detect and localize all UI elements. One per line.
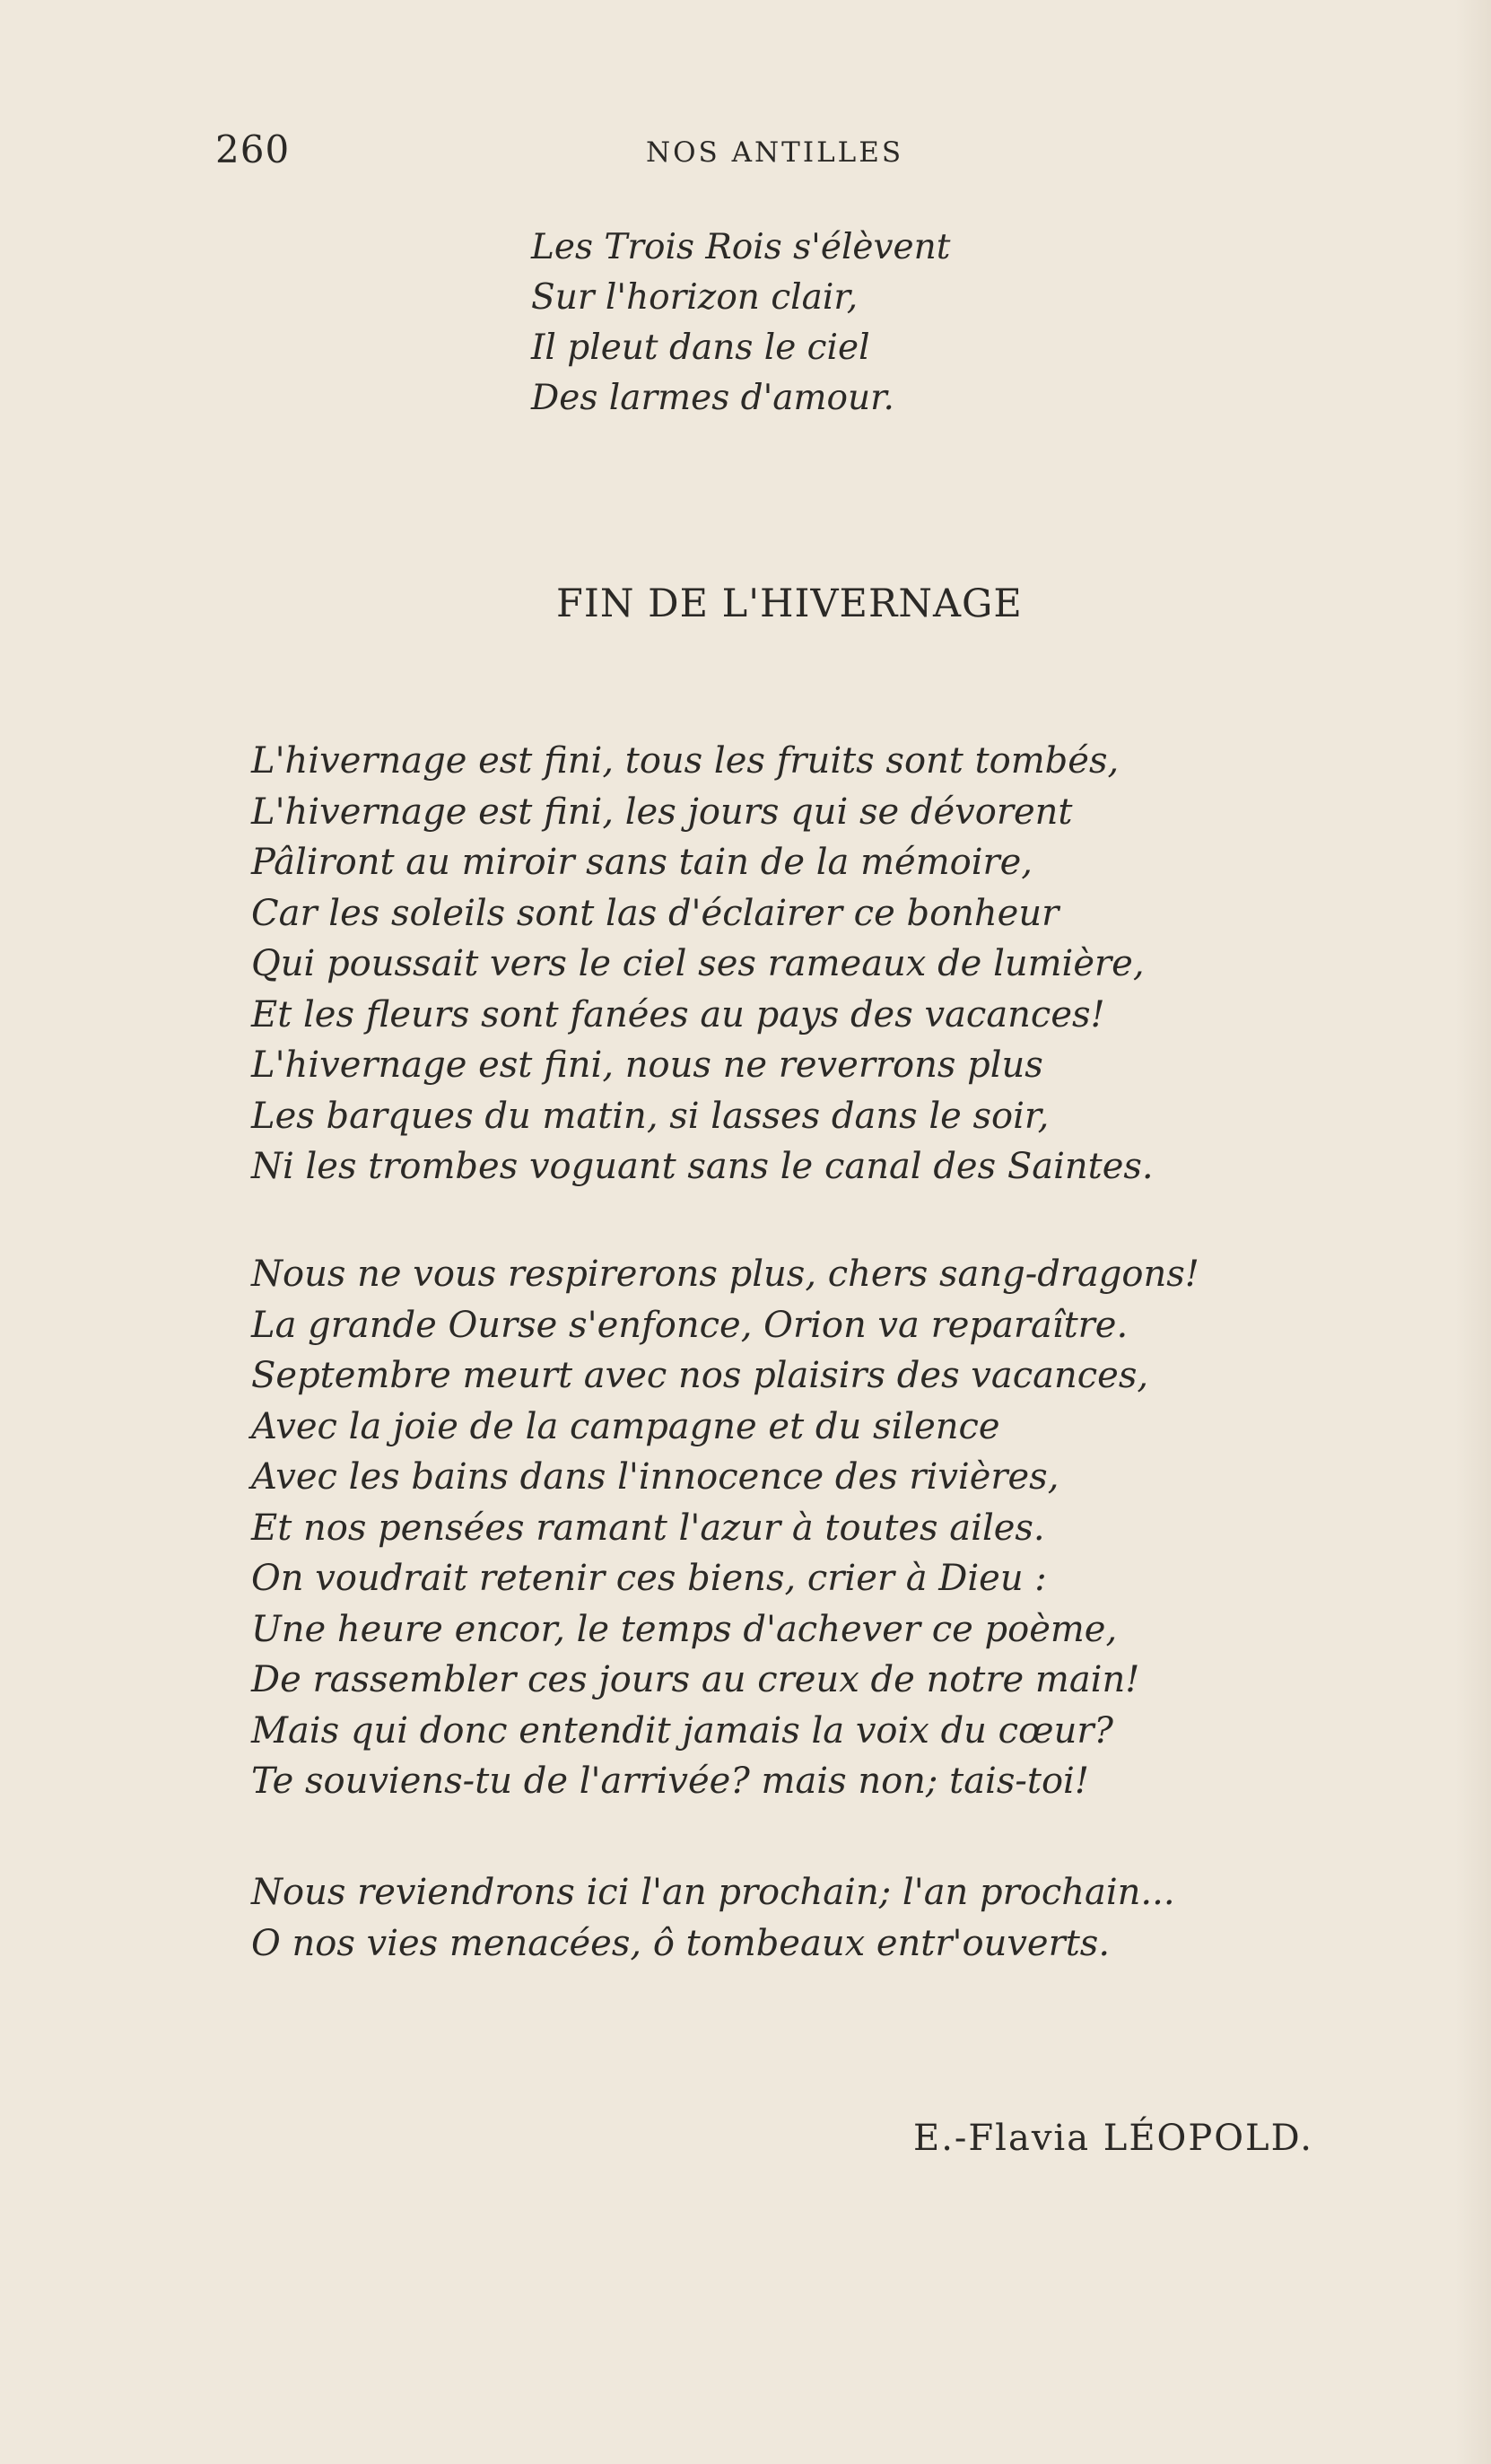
- verse-line: Nous ne vous respirerons plus, chers sang-dragons!: [251, 1254, 1199, 1295]
- page-header: [215, 127, 1301, 181]
- verse-line: Ni les trombes voguant sans le canal des Saintes.: [251, 1146, 1154, 1187]
- stanza-2: [251, 1249, 1328, 1807]
- author-signature: E.-Flavia LÉOPOLD.: [913, 2118, 1313, 2159]
- verse-line: Te souviens-tu de l'arrivée? mais non; tais-toi!: [251, 1761, 1089, 1802]
- verse-line: L'hivernage est fini, nous ne reverrons plus: [251, 1044, 1043, 1086]
- verse-line: Mais qui donc entendit jamais la voix du cœur?: [251, 1709, 1113, 1752]
- verse-line: L'hivernage est fini, tous les fruits sont tombés,: [251, 740, 1120, 782]
- stanza-1: [251, 736, 1328, 1193]
- page-edge-shadow: [1455, 0, 1491, 2464]
- verse-line: Avec les bains dans l'innocence des rivières,: [251, 1456, 1059, 1498]
- verse-line: Sur l'horizon clair,: [531, 277, 859, 318]
- verse-line: De rassembler ces jours au creux de notre main!: [251, 1659, 1140, 1700]
- stanza-3: [251, 1867, 1328, 1969]
- verse-line: Et nos pensées ramant l'azur à toutes ailes.: [251, 1507, 1045, 1549]
- verse-line: Les barques du matin, si lasses dans le soir,: [251, 1095, 1050, 1137]
- verse-line: Qui poussait vers le ciel ses rameaux de lumière,: [251, 943, 1145, 984]
- page-number: 260: [215, 127, 291, 171]
- verse-line: Septembre meurt avec nos plaisirs des vacances,: [251, 1355, 1149, 1396]
- verse-line: On voudrait retenir ces biens, crier à Dieu :: [251, 1558, 1047, 1599]
- verse-line: L'hivernage est fini, les jours qui se dévorent: [251, 791, 1073, 833]
- running-title: NOS ANTILLES: [646, 136, 904, 169]
- verse-line: Des larmes d'amour.: [531, 378, 894, 418]
- verse-line: O nos vies menacées, ô tombeaux entr'ouverts.: [251, 1922, 1111, 1964]
- verse-line: Et les fleurs sont fanées au pays des vacances!: [251, 993, 1105, 1035]
- verse-line: Il pleut dans le ciel: [531, 328, 870, 368]
- verse-line: Car les soleils sont las d'éclairer ce bonheur: [251, 892, 1059, 934]
- verse-line: Une heure encor, le temps d'achever ce poème,: [251, 1608, 1118, 1650]
- verse-line: Les Trois Rois s'élèvent: [531, 227, 951, 267]
- verse-line: La grande Ourse s'enfonce, Orion va reparaître.: [251, 1304, 1129, 1346]
- poem-title: FIN DE L'HIVERNAGE: [556, 581, 1023, 626]
- intro-stanza: [531, 223, 1087, 424]
- verse-line: Nous reviendrons ici l'an prochain; l'an prochain...: [251, 1872, 1175, 1913]
- verse-line: Avec la joie de la campagne et du silence: [251, 1405, 1000, 1447]
- verse-line: Pâliront au miroir sans tain de la mémoire,: [251, 842, 1033, 883]
